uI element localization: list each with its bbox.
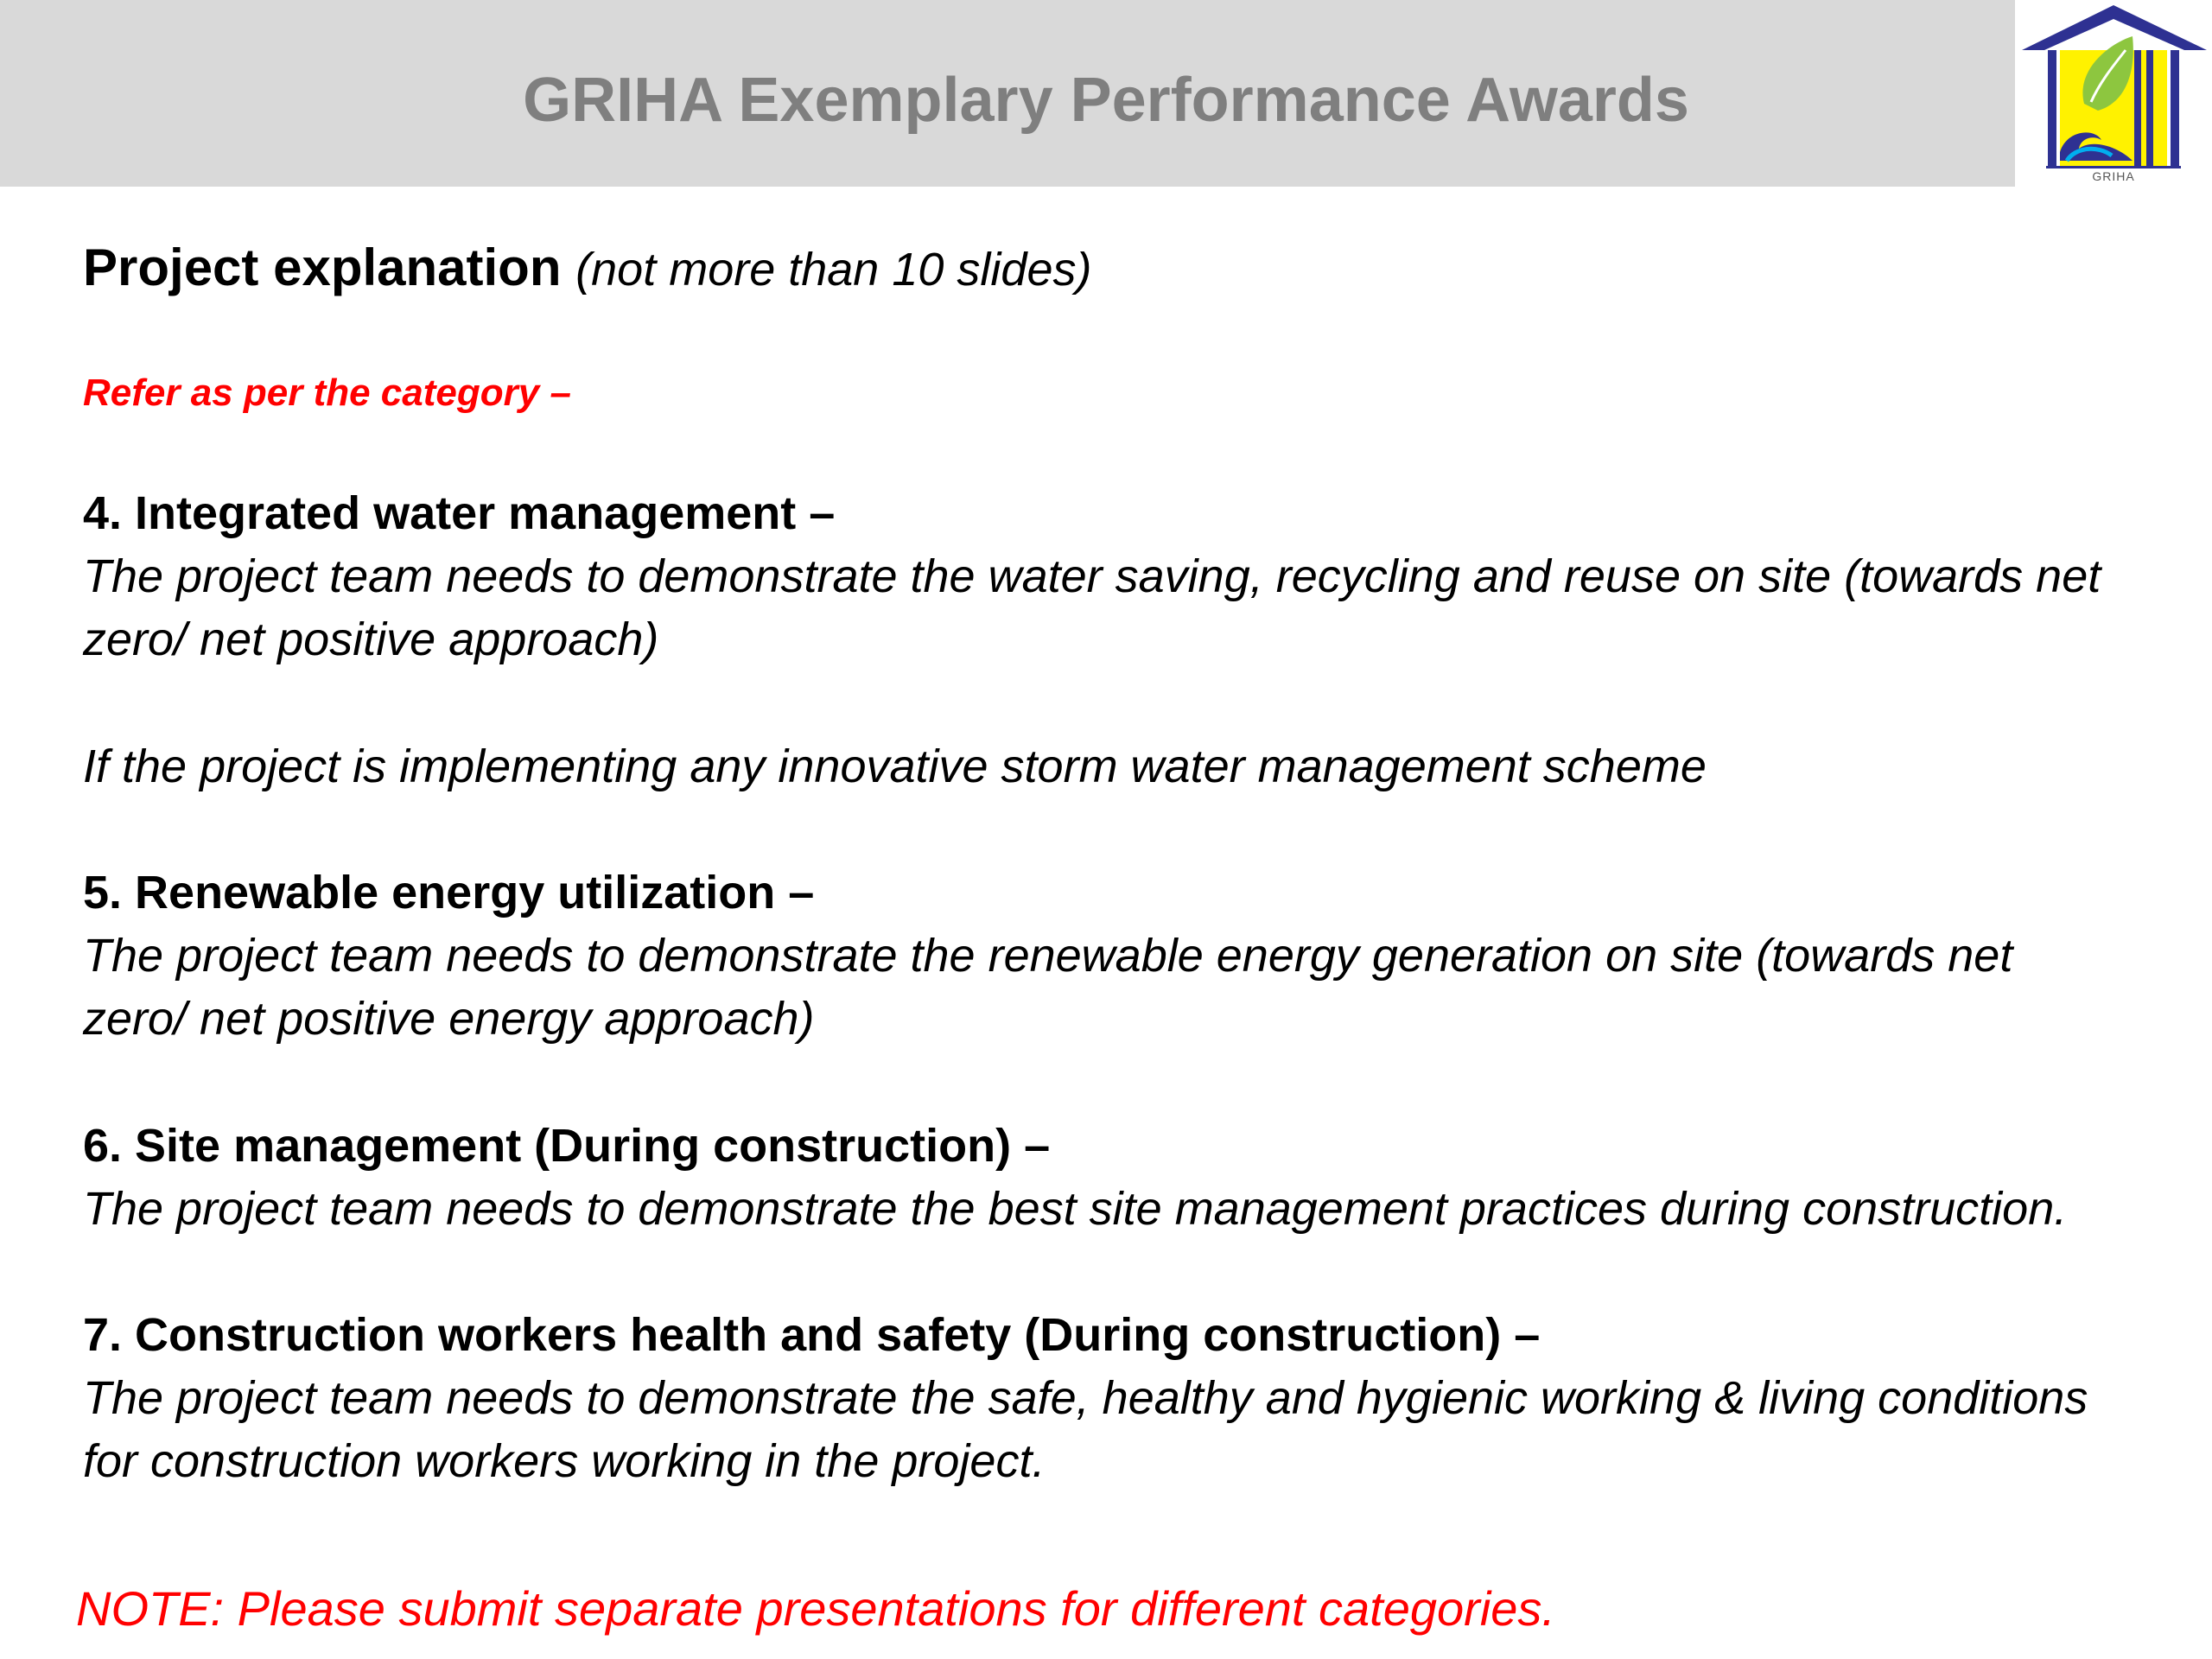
griha-logo	[2015, 0, 2212, 187]
category-title: 7. Construction workers health and safety (During construction) –	[83, 1309, 1541, 1361]
category-description-line: The project team needs to demonstrate the water saving, recycling and reuse on site (towards net	[83, 550, 2101, 602]
category-description-line: The project team needs to demonstrate the best site management practices during construction.	[83, 1183, 2068, 1235]
category-description-line: The project team needs to demonstrate the renewable energy generation on site (towards net	[83, 930, 2013, 982]
category-extra-line: If the project is implementing any innovative storm water management scheme	[83, 741, 1707, 792]
category-title: 5. Renewable energy utilization –	[83, 867, 815, 918]
submission-note: NOTE: Please submit separate presentations for different categories.	[76, 1581, 1555, 1636]
category-description-line: zero/ net positive approach)	[83, 613, 659, 665]
category-description-line: The project team needs to demonstrate the safe, healthy and hygienic working & living conditions	[83, 1372, 2088, 1424]
section-heading	[83, 233, 1091, 304]
page-title: GRIHA Exemplary Performance Awards	[523, 66, 1689, 135]
category-title: 4. Integrated water management –	[83, 487, 836, 539]
category-title: 6. Site management (During construction) –	[83, 1120, 1051, 1172]
section-heading-title: Project explanation	[83, 238, 562, 296]
category-description-line: zero/ net positive energy approach)	[83, 993, 815, 1045]
refer-category-note: Refer as per the category –	[83, 372, 571, 414]
section-heading-note: (not more than 10 slides)	[575, 244, 1092, 296]
category-description-line: for construction workers working in the project.	[83, 1435, 1046, 1487]
logo-text: GRIHA	[2092, 169, 2135, 183]
